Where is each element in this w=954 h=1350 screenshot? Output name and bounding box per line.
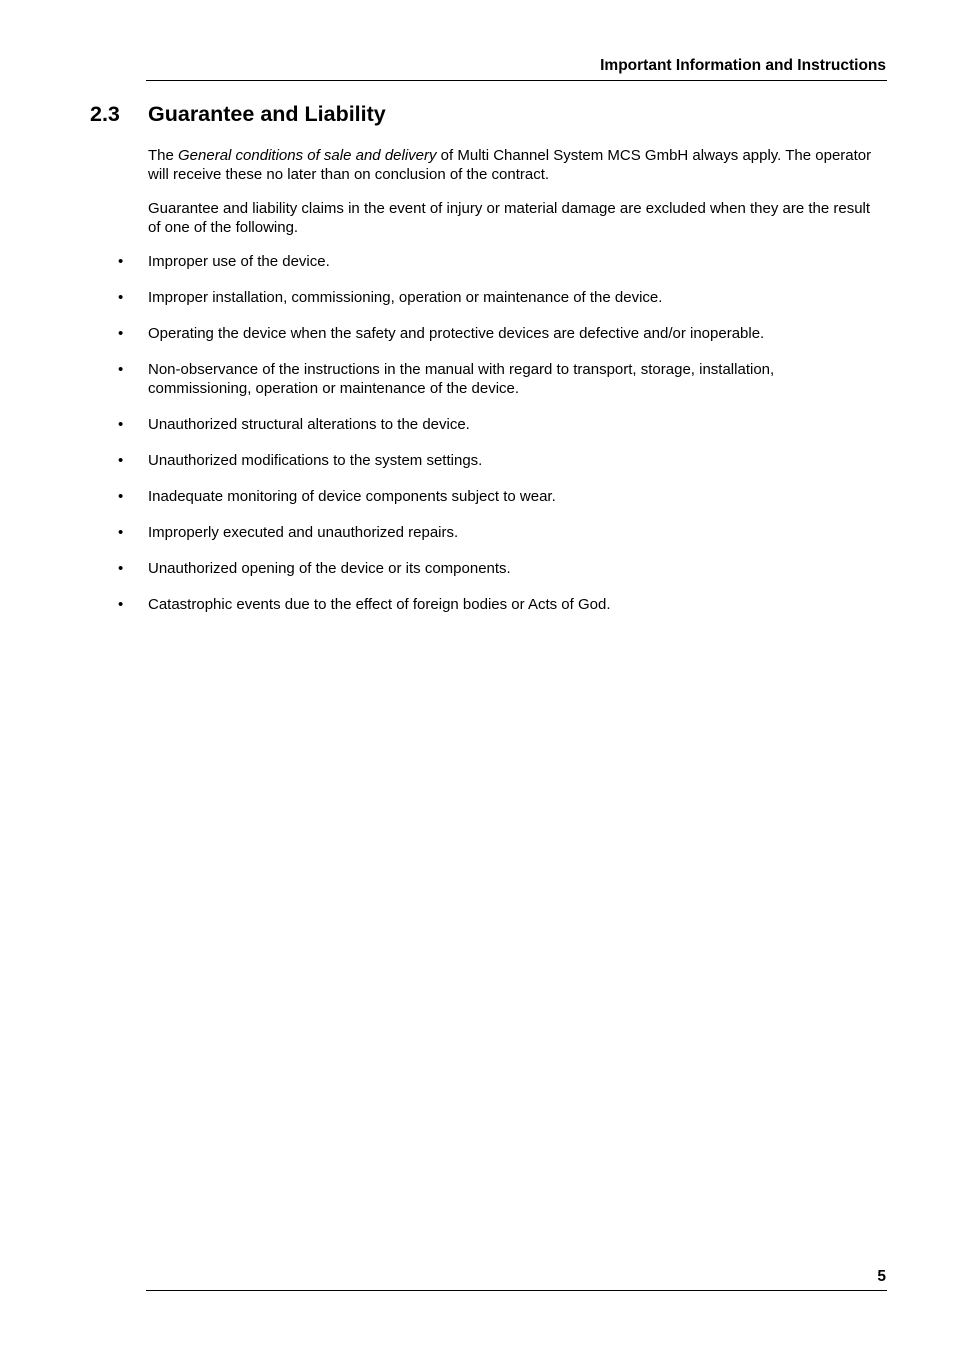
bullet-icon: • (118, 361, 124, 378)
bullet-icon: • (118, 596, 124, 613)
list-item (118, 360, 873, 398)
list-item (118, 595, 873, 614)
list-item (118, 523, 873, 542)
list-item (118, 324, 873, 343)
list-item-text: Unauthorized opening of the device or its components. (148, 560, 511, 577)
bullet-icon: • (118, 560, 124, 577)
bullet-icon: • (118, 289, 124, 306)
list-item (118, 487, 873, 506)
bullet-icon: • (118, 253, 124, 270)
section-body (118, 146, 873, 631)
section-number: 2.3 (90, 102, 120, 126)
bullet-icon: • (118, 524, 124, 541)
paragraph-liability-exclusion: Guarantee and liability claims in the event of injury or material damage are excluded when they are the result of one of the following. (148, 200, 871, 236)
exclusion-list (118, 252, 873, 614)
list-item-text: Improper use of the device. (148, 253, 330, 270)
section-heading (90, 99, 386, 129)
list-item (118, 415, 873, 434)
header-divider (146, 80, 887, 81)
bullet-icon: • (118, 325, 124, 342)
list-item-text: Improper installation, commissioning, operation or maintenance of the device. (148, 289, 663, 306)
list-item-text: Non-observance of the instructions in the manual with regard to transport, storage, installation, commissioning, operation or maintenance of the device. (148, 361, 775, 397)
running-header: Important Information and Instructions (600, 57, 886, 74)
bullet-icon: • (118, 488, 124, 505)
page-number: 5 (877, 1268, 886, 1285)
list-item-text: Unauthorized modifications to the system settings. (148, 452, 483, 469)
document-title-emphasis: General conditions of sale and delivery (178, 147, 437, 164)
list-item (118, 252, 873, 271)
list-item-text: Improperly executed and unauthorized repairs. (148, 524, 459, 541)
list-item-text: Operating the device when the safety and protective devices are defective and/or inoperable. (148, 325, 765, 342)
list-item (118, 559, 873, 578)
bullet-icon: • (118, 452, 124, 469)
footer-divider (146, 1290, 887, 1291)
list-item-text: Unauthorized structural alterations to the device. (148, 416, 470, 433)
paragraph-text: The (148, 147, 179, 164)
list-item (118, 288, 873, 307)
list-item-text: Inadequate monitoring of device components subject to wear. (148, 488, 556, 505)
section-title: Guarantee and Liability (148, 102, 386, 126)
paragraph-general-conditions (148, 146, 873, 184)
bullet-icon: • (118, 416, 124, 433)
list-item (118, 451, 873, 470)
paragraph-text: of Multi Channel System MCS GmbH always apply. The operator will receive these no later than on conclusion of the contract. (148, 147, 872, 183)
list-item-text: Catastrophic events due to the effect of foreign bodies or Acts of God. (148, 596, 611, 613)
